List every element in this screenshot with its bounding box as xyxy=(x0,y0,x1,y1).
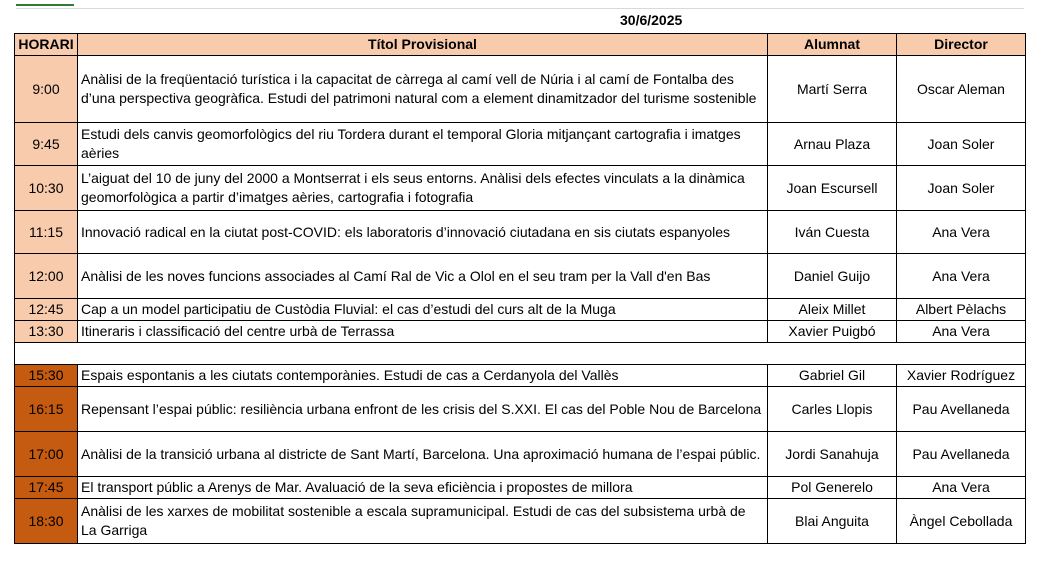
session-director[interactable]: Albert Pèlachs xyxy=(897,299,1026,321)
break-cell[interactable] xyxy=(768,343,897,365)
session-time[interactable]: 12:45 xyxy=(15,299,78,321)
break-row xyxy=(15,343,1026,365)
session-title[interactable]: Espais espontanis a les ciutats contemporànies. Estudi de cas a Cerdanyola del Vallès xyxy=(78,365,768,387)
session-title[interactable]: Anàlisi de les xarxes de mobilitat sostenible a escala supramunicipal. Estudi de cas del subsistema urbà de La Garriga xyxy=(78,499,768,544)
schedule-table xyxy=(14,33,1026,544)
session-student[interactable]: Blai Anguita xyxy=(768,499,897,544)
session-student[interactable]: Arnau Plaza xyxy=(768,123,897,166)
session-director[interactable]: Xavier Rodríguez xyxy=(897,365,1026,387)
session-time[interactable]: 10:30 xyxy=(15,166,78,211)
session-row xyxy=(15,56,1026,123)
session-row xyxy=(15,299,1026,321)
session-row xyxy=(15,166,1026,211)
session-director[interactable]: Ana Vera xyxy=(897,321,1026,343)
session-student[interactable]: Aleix Millet xyxy=(768,299,897,321)
session-row xyxy=(15,211,1026,254)
session-time[interactable]: 9:45 xyxy=(15,123,78,166)
session-director[interactable]: Pau Avellaneda xyxy=(897,432,1026,477)
break-cell[interactable] xyxy=(15,343,78,365)
session-director[interactable]: Ana Vera xyxy=(897,211,1026,254)
session-title[interactable]: Cap a un model participatiu de Custòdia Fluvial: el cas d’estudi del curs alt de la Muga xyxy=(78,299,768,321)
session-student[interactable]: Joan Escursell xyxy=(768,166,897,211)
session-director[interactable]: Ana Vera xyxy=(897,477,1026,499)
break-cell[interactable] xyxy=(897,343,1026,365)
session-row xyxy=(15,321,1026,343)
session-time[interactable]: 13:30 xyxy=(15,321,78,343)
session-director[interactable]: Oscar Aleman xyxy=(897,56,1026,123)
header-student[interactable]: Alumnat xyxy=(768,34,897,56)
session-row xyxy=(15,123,1026,166)
session-director[interactable]: Pau Avellaneda xyxy=(897,387,1026,432)
schedule-date: 30/6/2025 xyxy=(620,12,683,28)
date-row xyxy=(16,8,1024,33)
session-row xyxy=(15,254,1026,299)
active-cell-marker xyxy=(16,4,74,6)
session-title[interactable]: Innovació radical en la ciutat post-COVID: els laboratoris d’innovació ciutadana en sis ciutats espanyoles xyxy=(78,211,768,254)
session-student[interactable]: Gabriel Gil xyxy=(768,365,897,387)
session-time[interactable]: 17:00 xyxy=(15,432,78,477)
session-title[interactable]: El transport públic a Arenys de Mar. Avaluació de la seva eficiència i propostes de millora xyxy=(78,477,768,499)
header-director[interactable]: Director xyxy=(897,34,1026,56)
session-title[interactable]: Estudi dels canvis geomorfològics del riu Tordera durant el temporal Gloria mitjançant cartografia i imatges aèries xyxy=(78,123,768,166)
session-student[interactable]: Daniel Guijo xyxy=(768,254,897,299)
session-row xyxy=(15,432,1026,477)
session-student[interactable]: Pol Generelo xyxy=(768,477,897,499)
session-director[interactable]: Joan Soler xyxy=(897,166,1026,211)
session-row xyxy=(15,499,1026,544)
session-student[interactable]: Iván Cuesta xyxy=(768,211,897,254)
session-director[interactable]: Àngel Cebollada xyxy=(897,499,1026,544)
session-row xyxy=(15,365,1026,387)
session-time[interactable]: 15:30 xyxy=(15,365,78,387)
session-title[interactable]: Itineraris i classificació del centre urbà de Terrassa xyxy=(78,321,768,343)
session-director[interactable]: Ana Vera xyxy=(897,254,1026,299)
session-student[interactable]: Xavier Puigbó xyxy=(768,321,897,343)
session-time[interactable]: 18:30 xyxy=(15,499,78,544)
session-title[interactable]: L’aiguat del 10 de juny del 2000 a Montserrat i els seus entorns. Anàlisi dels efectes vinculats a la dinàmica geomorfològica a partir d’imatges aèries, cartografia i fotografia xyxy=(78,166,768,211)
session-time[interactable]: 12:00 xyxy=(15,254,78,299)
session-title[interactable]: Anàlisi de la transició urbana al districte de Sant Martí, Barcelona. Una aproximació humana de l’espai públic. xyxy=(78,432,768,477)
break-cell[interactable] xyxy=(78,343,768,365)
session-student[interactable]: Carles Llopis xyxy=(768,387,897,432)
afternoon-sessions xyxy=(15,365,1026,544)
header-time[interactable]: HORARI xyxy=(15,34,78,56)
session-time[interactable]: 11:15 xyxy=(15,211,78,254)
session-title[interactable]: Anàlisi de la freqüentació turística i la capacitat de càrrega al camí vell de Núria i al camí de Fontalba des d’una perspectiva geogràfica. Estudi del patrimoni natural com a element dinamitzador del turisme sostenible xyxy=(78,56,768,123)
header-row xyxy=(15,34,1026,56)
morning-sessions xyxy=(15,56,1026,343)
session-row xyxy=(15,477,1026,499)
session-time[interactable]: 9:00 xyxy=(15,56,78,123)
session-title[interactable]: Repensant l’espai públic: resiliència urbana enfront de les crisis del S.XXI. El cas del Poble Nou de Barcelona xyxy=(78,387,768,432)
header-title[interactable]: Títol Provisional xyxy=(78,34,768,56)
session-director[interactable]: Joan Soler xyxy=(897,123,1026,166)
session-student[interactable]: Jordi Sanahuja xyxy=(768,432,897,477)
session-student[interactable]: Martí Serra xyxy=(768,56,897,123)
session-time[interactable]: 16:15 xyxy=(15,387,78,432)
session-time[interactable]: 17:45 xyxy=(15,477,78,499)
session-row xyxy=(15,387,1026,432)
session-title[interactable]: Anàlisi de les noves funcions associades al Camí Ral de Vic a Olol en el seu tram per la Vall d'en Bas xyxy=(78,254,768,299)
